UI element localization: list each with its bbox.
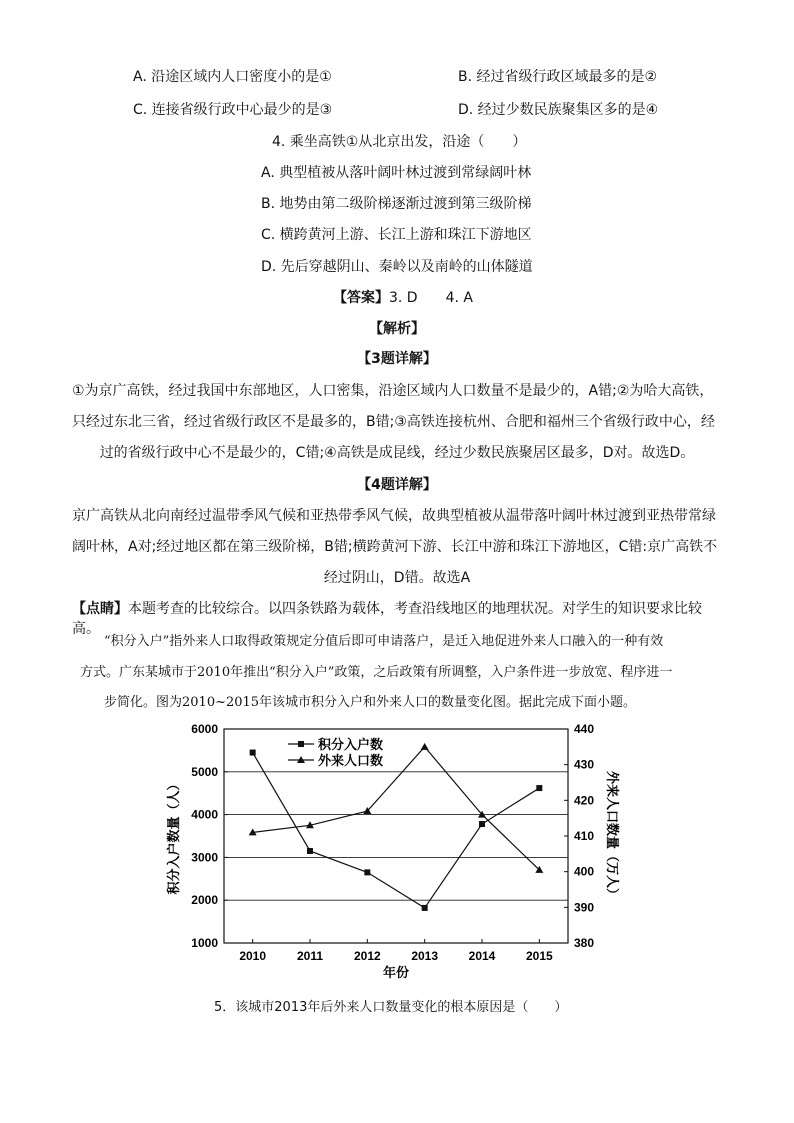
data-point-square [250,750,256,756]
intro-line: 方式。广东某城市于2010年推出“积分入户”政策，之后政策有所调整，入户条件进一步放宽、程序进一 [80,665,673,680]
data-point-square [536,785,542,791]
intro-line: “积分入户”指外来人口取得政策规定分值后即可申请落户，是迁入地促进外来人口融入的一种有效 [104,634,664,649]
q3-detail-line: 过的省级行政中心不是最少的，C错;④高铁是成昆线，经过少数民族聚居区最多，D对。故选D。 [99,445,695,461]
y-right-tick-label: 400 [574,864,595,879]
x-axis-title: 年份 [382,965,410,980]
data-point-square [307,848,313,854]
q4-detail-title: 【4题详解】 [357,477,437,493]
q4-stem: 4. 乘坐高铁①从北京出发，沿途（ ） [272,134,527,150]
analysis-title: 【解析】 [369,321,425,337]
q4-detail-line: 经过阴山，D错。故选A [323,570,471,586]
answer-text: 3. D 4. A [389,290,473,306]
q3-detail-title: 【3题详解】 [357,351,437,367]
x-tick-label: 2013 [411,949,439,963]
q3-detail-line: ①为京广高铁，经过我国中东部地区，人口密集，沿途区域内人口数量不是最少的，A错;②为哈大高铁， [72,383,714,399]
answer-line [333,287,473,307]
x-tick-label: 2010 [239,949,267,963]
q4-detail-line: 京广高铁从北向南经过温带季风气候和亚热带季风气候，故典型植被从温带落叶阔叶林过渡到亚热带常绿 [72,508,716,524]
q3-option-d: D. 经过少数民族聚集区多的是④ [458,102,659,118]
q3-option-c: C. 连接省级行政中心最少的是③ [133,102,333,118]
y-right-axis-title: 外来人口数量（万人） [605,770,620,902]
comment-label: 【点睛】 [72,601,128,617]
q4-option-d: D. 先后穿越阴山、秦岭以及南岭的山体隧道 [261,259,533,275]
q3-option-a: A. 沿途区域内人口密度小的是① [133,69,332,85]
legend-marker-square [298,741,304,747]
y-right-tick-label: 440 [574,722,595,736]
y-right-tick-label: 420 [574,793,595,808]
x-tick-label: 2015 [525,949,553,963]
y-left-axis-title: 积分入户数量（人） [166,777,181,895]
x-tick-label: 2012 [353,949,381,963]
data-point-square [422,905,428,911]
y-right-tick-label: 390 [574,900,595,915]
y-left-tick-label: 4000 [191,807,218,822]
series-line-triangle [253,747,540,870]
comment-text: 本题考查的比较综合。以四条铁路为载体，考查沿线地区的地理状况。对学生的知识要求比较高。 [72,601,702,637]
y-left-tick-label: 6000 [191,722,218,736]
q4-detail-line: 阔叶林，A对;经过地区都在第三级阶梯，B错;横跨黄河下游、长江中游和珠江下游地区，C错:京广高铁不 [72,539,718,555]
x-tick-label: 2011 [296,949,324,963]
q4-option-a: A. 典型植被从落叶阔叶林过渡到常绿阔叶林 [261,165,532,181]
legend-label: 积分入户数 [318,737,384,752]
data-point-square [364,869,370,875]
q4-option-b: B. 地势由第二级阶梯逐渐过渡到第三级阶梯 [261,196,532,212]
y-right-tick-label: 380 [574,936,595,950]
y-left-tick-label: 2000 [191,893,218,908]
population-line-chart [160,715,620,985]
q5-stem: 5．该城市2013年后外来人口数量变化的根本原因是（ ） [214,1000,568,1015]
data-point-square [479,821,485,827]
y-right-tick-label: 410 [574,829,595,843]
plot-frame [224,729,568,943]
legend-label: 外来人口数 [318,753,384,768]
y-right-tick-label: 430 [574,757,595,772]
y-left-tick-label: 3000 [191,850,218,865]
q3-detail-line: 只经过东北三省，经过省级行政区不是最多的，B错;③高铁连接杭州、合肥和福州三个省级行政中心，经 [72,414,715,430]
answer-label: 【答案】 [333,290,389,306]
intro-line: 步简化。图为2010~2015年该城市积分入户和外来人口的数量变化图。据此完成下面小题。 [104,695,637,710]
x-tick-label: 2014 [468,949,496,963]
y-left-tick-label: 1000 [191,936,218,950]
y-left-tick-label: 5000 [191,764,218,779]
q4-option-c: C. 横跨黄河上游、长江上游和珠江下游地区 [261,227,532,243]
data-point-triangle [421,743,429,750]
q3-option-b: B. 经过省级行政区域最多的是② [458,69,658,85]
series-line-square [253,753,540,908]
